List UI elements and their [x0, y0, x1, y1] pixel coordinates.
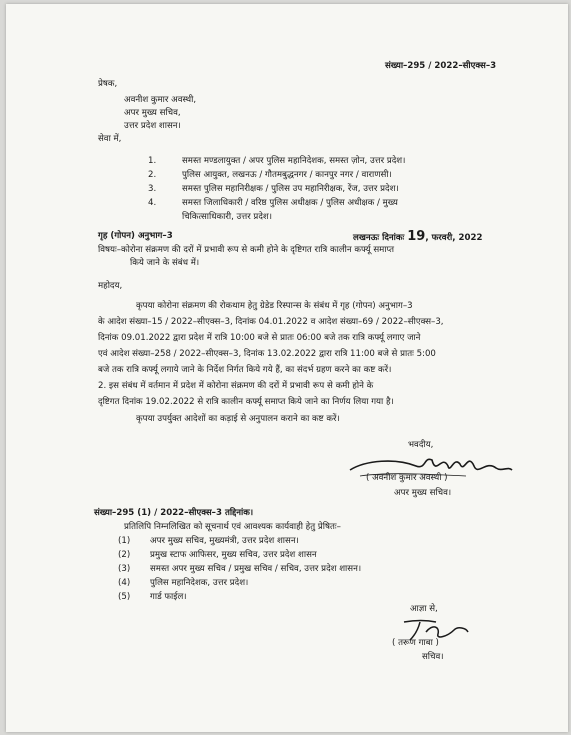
body-line: बजे तक रात्रि कर्फ्यू लगाये जाने के निर्देश निर्गत किये गये हैं, का संदर्भ ग्रहण करने का कष्ट करें।	[98, 365, 392, 375]
copy-number-item: (1)	[118, 536, 131, 546]
copy-number-item: (5)	[118, 592, 131, 602]
body-line: एवं आदेश संख्या–258 / 2022–सीएक्स–3, दिनांक 13.02.2022 द्वारा रात्रि 11:00 बजे से प्रातः 5:00	[98, 349, 436, 359]
copy-number-item: (3)	[118, 564, 131, 574]
copy-item: समस्त अपर मुख्य सचिव / प्रमुख सचिव / सचिव, उत्तर प्रदेश शासन।	[150, 564, 362, 574]
body-line: कृपया कोरोना संक्रमण की रोकथाम हेतु ग्रेडेड रिस्पान्स के संबंध में गृह (गोपन) अनुभाग–3	[136, 301, 413, 311]
closing-bhavdiya: भवदीय,	[408, 440, 434, 450]
copy-item: प्रमुख स्टाफ आफिसर, मुख्य सचिव, उत्तर प्रदेश शासन	[150, 550, 317, 560]
order-designation: सचिव।	[422, 652, 444, 662]
recipient-item: पुलिस आयुक्त, लखनऊ / गौतमबुद्धनगर / कानपुर नगर / वाराणसी।	[182, 170, 392, 180]
copy-item: गार्ड फाईल।	[150, 592, 187, 602]
copy-number: संख्या–295 (1) / 2022–सीएक्स–3 तद्दिनांक।	[94, 508, 254, 518]
sender-designation: अपर मुख्य सचिव,	[124, 108, 181, 118]
copy-number-item: (4)	[118, 578, 131, 588]
recipient-item: समस्त जिलाधिकारी / वरिष्ठ पुलिस अधीक्षक / पुलिस अधीक्षक / मुख्य	[182, 198, 398, 208]
salutation: महोदय,	[98, 281, 123, 291]
sender-name: अवनीश कुमार अवस्थी,	[124, 95, 197, 105]
recipient-number: 1.	[148, 156, 157, 166]
copy-item: पुलिस महानिदेशक, उत्तर प्रदेश।	[150, 578, 249, 588]
document-page	[6, 4, 568, 732]
order-label: आज्ञा से,	[410, 604, 438, 614]
recipient-number: 4.	[148, 198, 157, 208]
recipient-item: समस्त मण्डलायुक्त / अपर पुलिस महानिदेशक, समस्त ज़ोन, उत्तर प्रदेश।	[182, 156, 406, 166]
sender-label: प्रेषक,	[98, 79, 118, 89]
copy-item: अपर मुख्य सचिव, मुख्यमंत्री, उत्तर प्रदेश शासन।	[150, 536, 299, 546]
copy-number-item: (2)	[118, 550, 131, 560]
recipient-number: 3.	[148, 184, 157, 194]
subject-line: विषयः–कोरोना संक्रमण की दरों में प्रभावी रूप से कमी होने के दृष्टिगत रात्रि कालीन कर्फ्यू समाप्त	[98, 245, 395, 255]
closing-designation: अपर मुख्य सचिव।	[394, 488, 452, 498]
recipient-item-continued: चिकित्साधिकारी, उत्तर प्रदेश।	[182, 212, 272, 222]
sender-office: उत्तर प्रदेश शासन।	[124, 121, 181, 131]
letter-number: संख्या–295 / 2022–सीएक्स–3	[385, 61, 497, 71]
body-line: 2. इस संबंध में वर्तमान में प्रदेश में कोरोना संक्रमण की दरों में प्रभावी रूप से कमी होने के	[98, 381, 374, 391]
copy-intro: प्रतिलिपि निम्नलिखित को सूचनार्थ एवं आवश्यक कार्यवाही हेतु प्रेषितः–	[124, 522, 341, 532]
body-line: दिनांक 09.01.2022 द्वारा प्रदेश में रात्रि 10:00 बजे से प्रातः 06:00 बजे तक रात्रि कर्फ्यू लगाए जाने	[98, 333, 421, 343]
letter-date	[353, 231, 482, 244]
body-line: कृपया उपर्युक्त आदेशों का कड़ाई से अनुपालन कराने का कष्ट करें।	[136, 414, 340, 424]
subject-line: किये जाने के संबंध में।	[130, 258, 200, 268]
body-line: दृष्टिगत दिनांक 19.02.2022 से रात्रि कालीन कर्फ्यू समाप्त किये जाने का निर्णय लिया गया है।	[98, 397, 394, 407]
recipient-number: 2.	[148, 170, 157, 180]
order-name: ( तरूण गाबा )	[392, 638, 439, 648]
recipient-item: समस्त पुलिस महानिरीक्षक / पुलिस उप महानिरीक्षक, रेंज, उत्तर प्रदेश।	[182, 184, 399, 194]
recipients-label: सेवा में,	[98, 134, 122, 144]
date-prefix: लखनऊः दिनांकः	[353, 233, 405, 243]
date-day-handwritten: 19	[407, 229, 426, 244]
body-line: के आदेश संख्या–15 / 2022–सीएक्स–3, दिनांक 04.01.2022 व आदेश संख्या–69 / 2022–सीएक्स–3,	[98, 317, 444, 327]
department-name: गृह (गोपन) अनुभाग–3	[98, 231, 173, 241]
closing-name: ( अवनीश कुमार अवस्थी )	[366, 473, 448, 483]
date-month-year: , फरवरी, 2022	[425, 233, 483, 243]
